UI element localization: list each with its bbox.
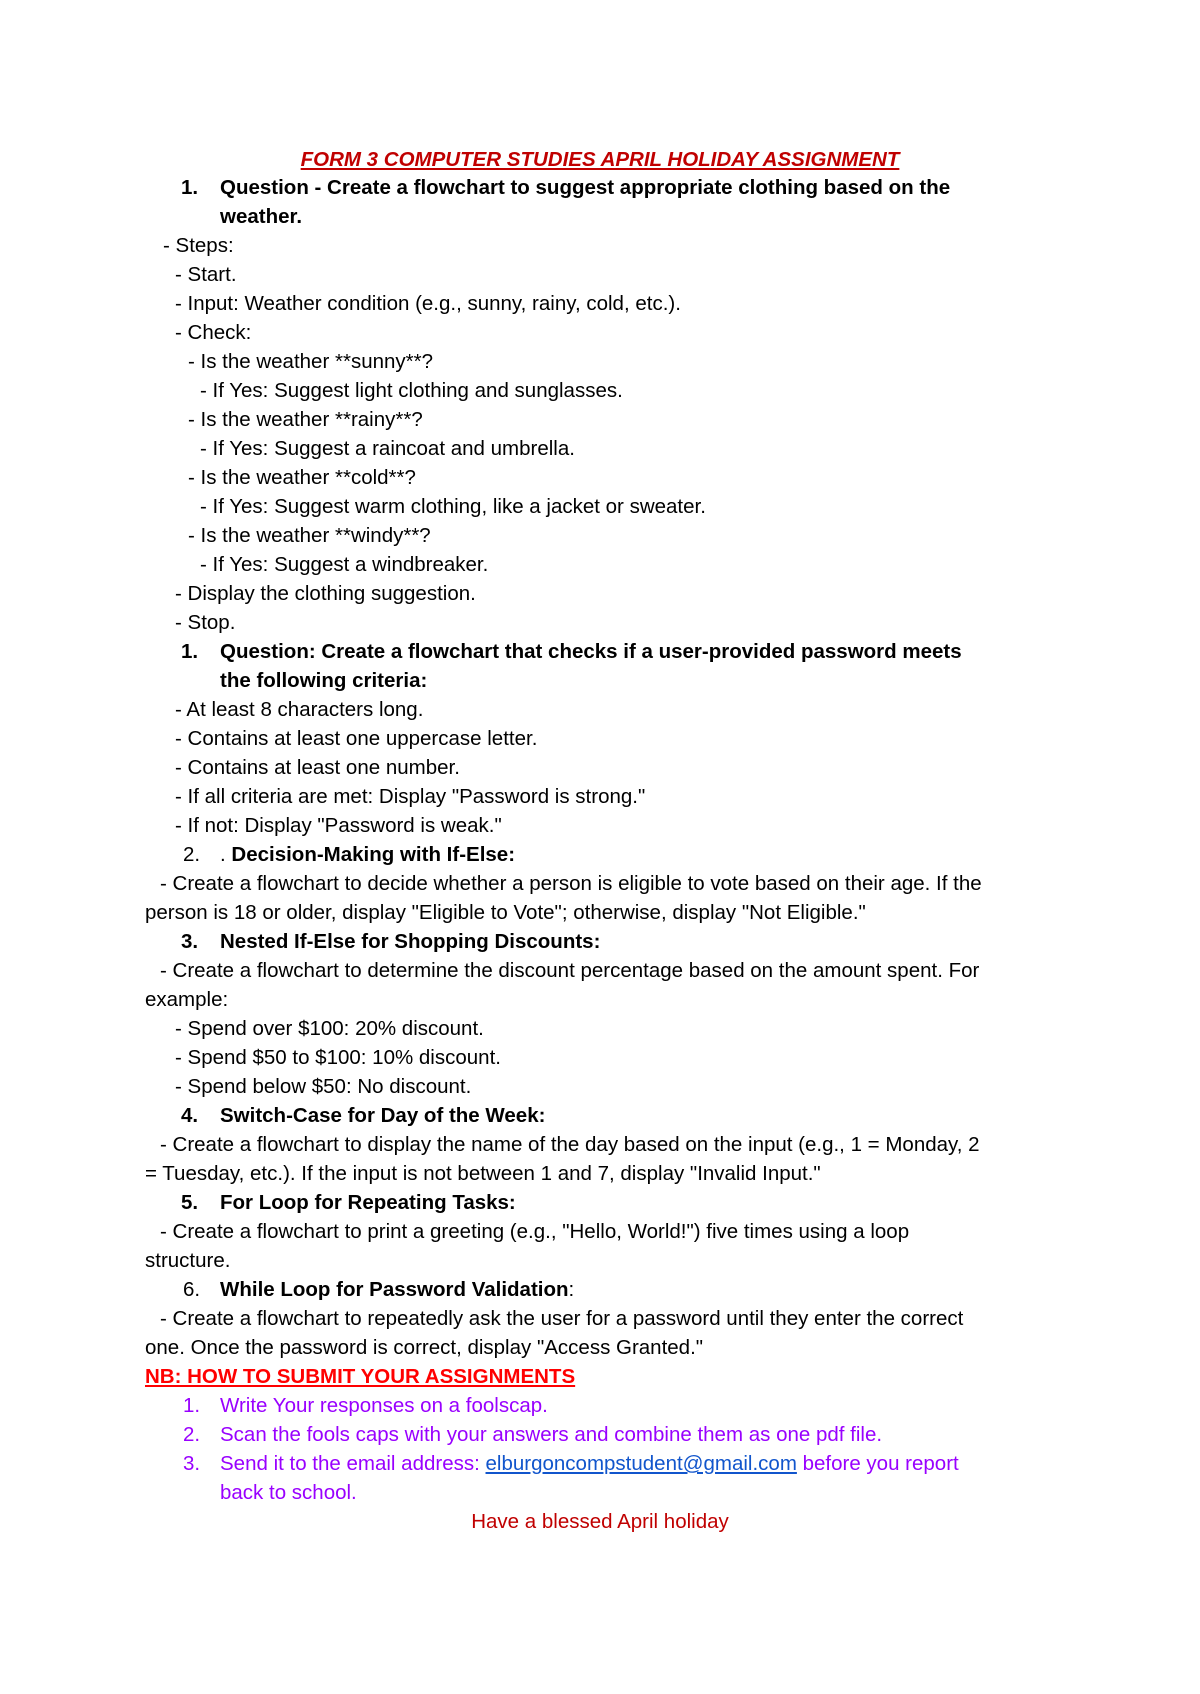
nb-item-number: 3. [183,1452,201,1475]
q1-step: - Steps: [163,234,234,257]
q4-number: 4. [181,1104,199,1127]
q5-text-line1: - Create a flowchart to print a greeting (e.g., "Hello, World!") five times using a loop [160,1220,910,1243]
q1-step: - Start. [175,263,237,286]
q1-step: - If Yes: Suggest a raincoat and umbrella. [200,437,575,460]
q1b-question-line2: the following criteria: [220,669,428,692]
document-title: FORM 3 COMPUTER STUDIES APRIL HOLIDAY ASSIGNMENT [300,148,900,171]
q1-question-line1: Question - Create a flowchart to suggest appropriate clothing based on the [220,176,951,199]
q1b-criterion: - Contains at least one uppercase letter. [175,727,538,750]
nb-item-number: 1. [183,1394,201,1417]
q4-text-line2: = Tuesday, etc.). If the input is not between 1 and 7, display "Invalid Input." [145,1162,821,1185]
q1-question-line2: weather. [220,205,303,228]
q6-text-line2: one. Once the password is correct, display "Access Granted." [145,1336,704,1359]
closing-message: Have a blessed April holiday [471,1510,729,1533]
q2-heading-text: Decision-Making with If-Else: [231,843,516,866]
q1b-criterion: - At least 8 characters long. [175,698,424,721]
q1-step: - Is the weather **sunny**? [188,350,433,373]
nb-item-number: 2. [183,1423,201,1446]
q1b-criterion: - If all criteria are met: Display "Password is strong." [175,785,646,808]
nb-item-text: Scan the fools caps with your answers and combine them as one pdf file. [220,1423,883,1446]
q1-step: - Display the clothing suggestion. [175,582,476,605]
q5-number: 5. [181,1191,199,1214]
q1-step: - If Yes: Suggest light clothing and sunglasses. [200,379,623,402]
email-link[interactable]: elburgoncompstudent@gmail.com [485,1452,797,1475]
q5-text-line2: structure. [145,1249,231,1272]
q4-heading: Switch-Case for Day of the Week: [220,1104,546,1127]
q1-step: - Is the weather **rainy**? [188,408,423,431]
q1b-criterion: - If not: Display "Password is weak." [175,814,502,837]
q1-step: - Stop. [175,611,236,634]
nb-item-text [220,1450,959,1478]
q6-text-line1: - Create a flowchart to repeatedly ask the user for a password until they enter the correct [160,1307,964,1330]
q3-discount-item: - Spend below $50: No discount. [175,1075,472,1098]
q3-text-line2: example: [145,988,229,1011]
q2-text-line2: person is 18 or older, display "Eligible to Vote"; otherwise, display "Not Eligible." [145,901,866,924]
q1-step: - Input: Weather condition (e.g., sunny, rainy, cold, etc.). [175,292,681,315]
q1-step: - If Yes: Suggest a windbreaker. [200,553,489,576]
q3-number: 3. [181,930,199,953]
q1-step: - If Yes: Suggest warm clothing, like a jacket or sweater. [200,495,706,518]
q2-heading [220,841,515,869]
q1-number: 1. [181,176,199,199]
q3-text-line1: - Create a flowchart to determine the discount percentage based on the amount spent. For [160,959,980,982]
q1b-number: 1. [181,640,199,663]
q3-discount-item: - Spend over $100: 20% discount. [175,1017,484,1040]
nb-heading: NB: HOW TO SUBMIT YOUR ASSIGNMENTS [145,1365,576,1388]
nb-email-prefix: Send it to the email address: [220,1452,486,1475]
q6-number: 6. [183,1278,201,1301]
q2-number: 2. [183,843,201,866]
q1b-criterion: - Contains at least one number. [175,756,460,779]
q3-discount-item: - Spend $50 to $100: 10% discount. [175,1046,501,1069]
q1-step: - Check: [175,321,252,344]
q6-heading-text: While Loop for Password Validation [220,1278,569,1301]
nb-item-text: Write Your responses on a foolscap. [220,1394,548,1417]
q1-step: - Is the weather **windy**? [188,524,431,547]
q6-suffix: : [568,1278,575,1301]
q2-prefix: . [220,843,232,866]
q4-text-line1: - Create a flowchart to display the name of the day based on the input (e.g., 1 = Monday, 2 [160,1133,980,1156]
nb-item-text-line2: back to school. [220,1481,357,1504]
q2-text-line1: - Create a flowchart to decide whether a person is eligible to vote based on their age. If the [160,872,982,895]
q6-heading [220,1276,574,1304]
q3-heading: Nested If-Else for Shopping Discounts: [220,930,601,953]
q1b-question-line1: Question: Create a flowchart that checks if a user-provided password meets [220,640,962,663]
q1-step: - Is the weather **cold**? [188,466,416,489]
q5-heading: For Loop for Repeating Tasks: [220,1191,516,1214]
nb-email-suffix: before you report [796,1452,959,1475]
